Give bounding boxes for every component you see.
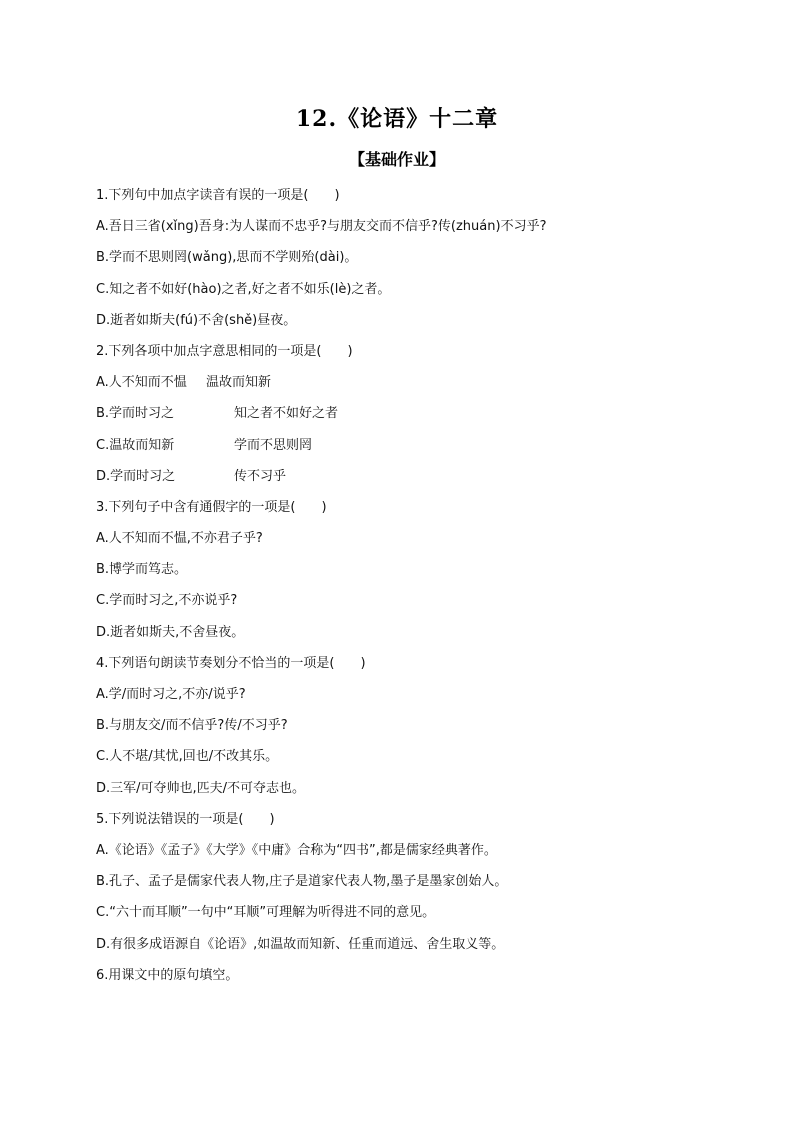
option-line: B.孔子、孟子是儒家代表人物,庄子是道家代表人物,墨子是墨家创始人。 — [96, 874, 508, 890]
option-pair-left: B.学而时习之 — [96, 406, 175, 422]
section-heading: 【基础作业】 — [348, 150, 445, 169]
option-line: A.吾日三省(xǐng)吾身:为人谋而不忠乎?与朋友交而不信乎?传(zhuán)不习乎? — [96, 219, 547, 235]
option-line: D.逝者如斯夫,不舍昼夜。 — [96, 624, 245, 640]
option-line: D.逝者如斯夫(fú)不舍(shě)昼夜。 — [96, 312, 297, 328]
option-pair — [96, 404, 736, 435]
question-line: 6.用课文中的原句填空。 — [96, 967, 239, 983]
document-title: 12.《论语》十二章 — [295, 106, 499, 132]
option-pair-right: 知之者不如好之者 — [234, 406, 339, 422]
option-line: C.人不堪/其忧,回也/不改其乐。 — [96, 749, 279, 765]
option-line: B.学而不思则罔(wǎng),思而不学则殆(dài)。 — [96, 250, 358, 266]
question-line: 1.下列句中加点字读音有误的一项是( ) — [96, 188, 340, 203]
option-line: D.有很多成语源自《论语》,如温故而知新、任重而道远、舍生取义等。 — [96, 936, 505, 952]
option-pair-right: 温故而知新 — [206, 375, 272, 391]
option-line: A.人不知而不愠,不亦君子乎? — [96, 531, 263, 547]
option-pair — [96, 436, 736, 467]
option-pair — [96, 467, 736, 498]
question-line: 4.下列语句朗读节奏划分不恰当的一项是( ) — [96, 655, 366, 671]
option-pair-right: 传不习乎 — [234, 468, 287, 484]
question-line: 5.下列说法错误的一项是( ) — [96, 811, 275, 827]
question-line: 3.下列句子中含有通假字的一项是( ) — [96, 499, 327, 515]
option-line: B.与朋友交/而不信乎?传/不习乎? — [96, 718, 288, 734]
option-line: A.学/而时习之,不亦/说乎? — [96, 687, 246, 702]
option-line: A.《论语》《孟子》《大学》《中庸》合称为“四书”,都是儒家经典著作。 — [96, 842, 497, 858]
question-line: 2.下列各项中加点字意思相同的一项是( ) — [96, 343, 353, 359]
option-line: C.“六十而耳顺”一句中“耳顺”可理解为听得进不同的意见。 — [96, 905, 436, 921]
option-pair-left: D.学而时习之 — [96, 468, 176, 484]
option-line: B.博学而笃志。 — [96, 562, 188, 578]
option-line: C.学而时习之,不亦说乎? — [96, 593, 238, 609]
option-pair-right: 学而不思则罔 — [234, 437, 313, 453]
option-pair — [96, 373, 736, 404]
option-line: D.三军/可夺帅也,匹夫/不可夺志也。 — [96, 780, 306, 796]
option-line: C.知之者不如好(hào)之者,好之者不如乐(lè)之者。 — [96, 281, 391, 297]
option-pair-left: C.温故而知新 — [96, 437, 175, 453]
question-list — [96, 186, 736, 997]
option-pair-left: A.人不知而不愠 — [96, 375, 187, 391]
